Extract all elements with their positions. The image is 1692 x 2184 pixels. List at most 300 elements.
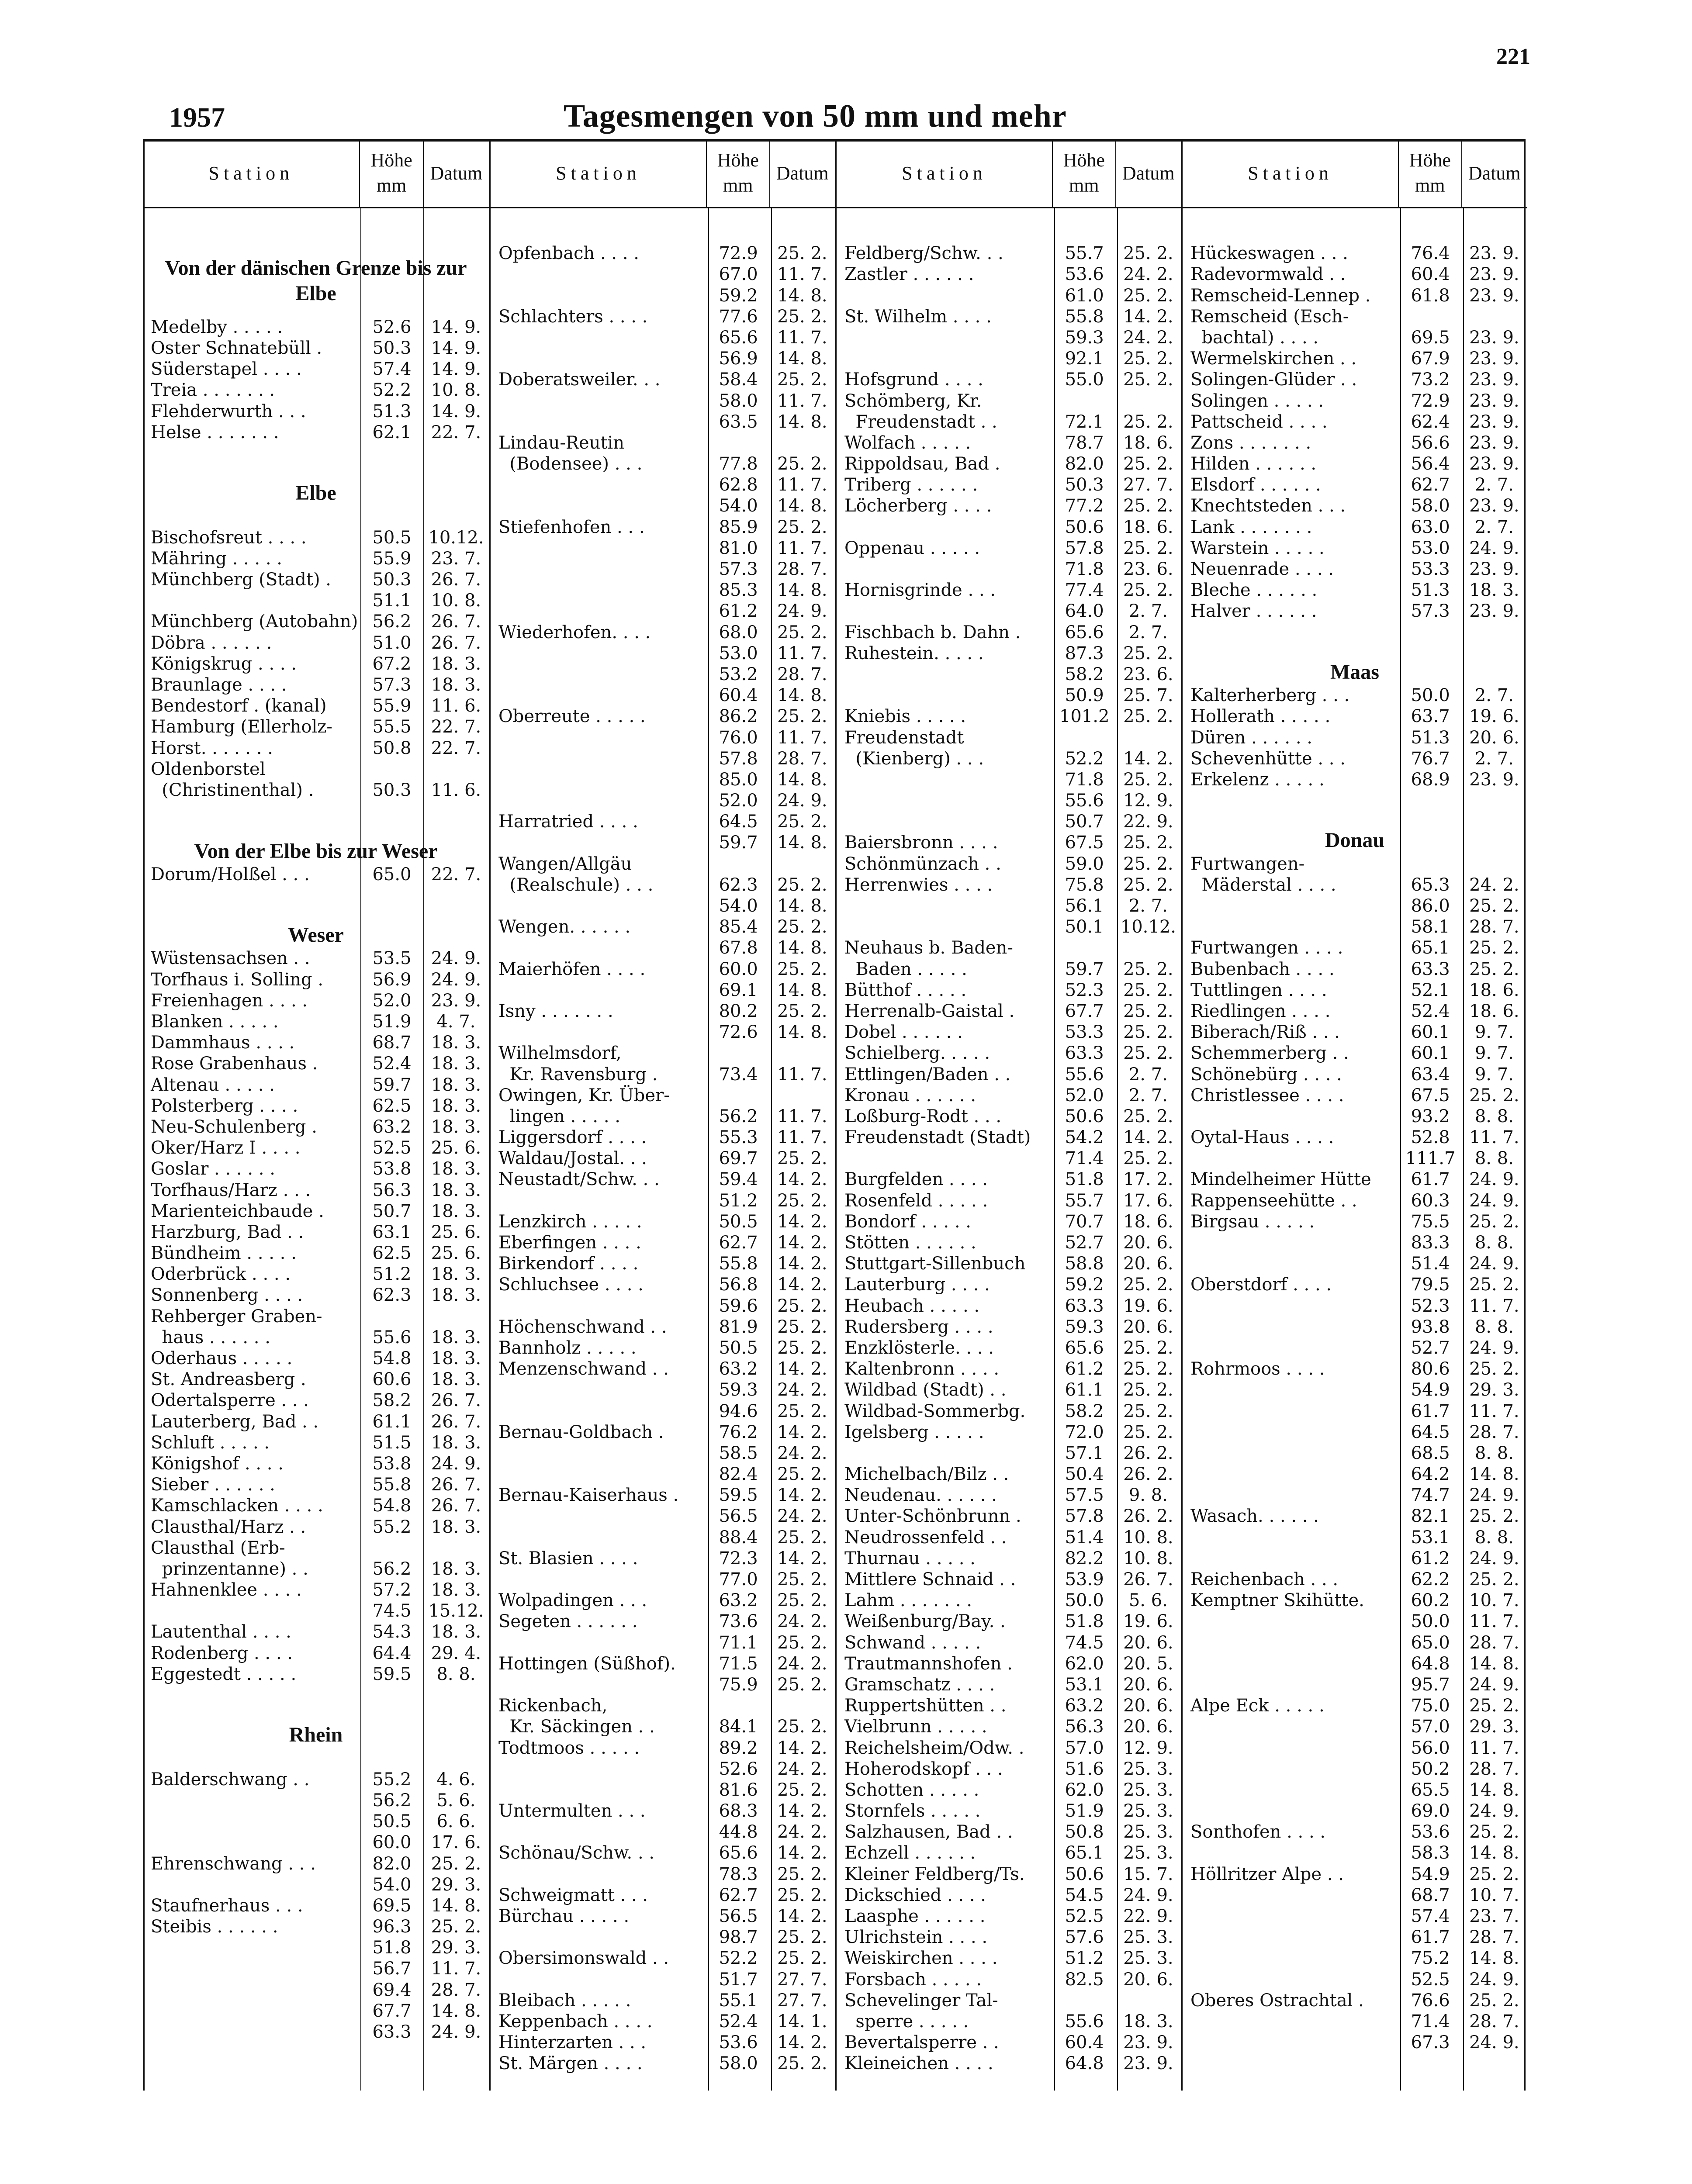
- date-value: 25. 2.: [777, 1674, 827, 1695]
- date-value: 29. 4.: [431, 1643, 481, 1663]
- table-row: [837, 685, 1181, 706]
- table-row: [837, 1674, 1181, 1695]
- table-row: [491, 1969, 835, 1990]
- table-row: [491, 1485, 835, 1506]
- precipitation-mm: 57.0: [1411, 1717, 1450, 1737]
- station-name: Neudrossenfeld . .: [844, 1527, 1007, 1548]
- station-name: Ettlingen/Baden . .: [844, 1064, 1011, 1085]
- row-spacer: [143, 443, 489, 464]
- precipitation-mm: 62.0: [1065, 1653, 1104, 1674]
- date-value: 22. 9.: [1123, 812, 1173, 832]
- date-value: 25. 2.: [1123, 1422, 1173, 1442]
- date-value: 14. 8.: [1469, 1948, 1519, 1969]
- precipitation-mm: 60.1: [1411, 1022, 1450, 1043]
- table-row: [491, 706, 835, 727]
- date-value: 14. 2.: [1123, 306, 1173, 327]
- row-spacer: [143, 801, 489, 822]
- table-row: [143, 1642, 489, 1663]
- table-row: [837, 1190, 1181, 1211]
- precipitation-mm: 50.0: [1065, 1590, 1104, 1611]
- precipitation-mm: 59.2: [1065, 1275, 1104, 1295]
- precipitation-mm: 50.7: [372, 1201, 412, 1221]
- table-row: [837, 432, 1181, 453]
- date-value: 18. 6.: [1123, 432, 1173, 453]
- date-value: 12. 9.: [1123, 1738, 1173, 1758]
- station-name: Ruhestein. . . . .: [844, 643, 984, 663]
- precipitation-mm: 53.6: [1065, 264, 1104, 285]
- precipitation-mm: 51.9: [1065, 1801, 1104, 1821]
- table-row: [837, 1358, 1181, 1379]
- precipitation-mm: 58.8: [1065, 1254, 1104, 1274]
- table-row: [143, 1222, 489, 1243]
- region-heading: Von der Elbe bis zur Weser: [194, 839, 438, 863]
- date-value: 11. 7.: [1469, 1738, 1519, 1758]
- date-value: 24. 2.: [777, 1653, 827, 1674]
- table-row: [143, 1327, 489, 1348]
- date-value: 25. 2.: [1123, 1380, 1173, 1400]
- precipitation-mm: 85.9: [719, 517, 758, 537]
- precipitation-mm: 52.5: [1065, 1906, 1104, 1926]
- date-value: 14. 8.: [777, 980, 827, 1000]
- station-name: Neuhaus b. Baden-: [844, 938, 1013, 958]
- precipitation-mm: 65.5: [1411, 1780, 1450, 1800]
- precipitation-mm: 75.5: [1411, 1211, 1450, 1232]
- table-row: [837, 980, 1181, 1001]
- station-name: Düren . . . . . .: [1190, 727, 1312, 748]
- station-name: Hamburg (Ellerholz-: [151, 717, 332, 737]
- date-value: 14. 9.: [431, 401, 481, 422]
- station-name: Schweigmatt . . .: [498, 1885, 648, 1905]
- station-name: Helse . . . . . . .: [151, 422, 279, 442]
- precipitation-mm: 53.0: [719, 643, 758, 663]
- date-value: 11. 7.: [431, 1959, 481, 1979]
- station-name: Dorum/Holßel . . .: [151, 864, 310, 885]
- table-row: [837, 790, 1181, 811]
- station-name: Schevenhütte . . .: [1190, 748, 1346, 769]
- precipitation-mm: 50.8: [1065, 1822, 1104, 1842]
- table-row: [1183, 285, 1527, 306]
- precipitation-mm: 55.1: [719, 1990, 758, 2011]
- precipitation-mm: 60.1: [1411, 1043, 1450, 1064]
- precipitation-mm: 111.7: [1405, 1148, 1456, 1169]
- station-name: Kalterherberg . . .: [1190, 685, 1350, 706]
- table-row: [837, 1211, 1181, 1232]
- table-row: [491, 1295, 835, 1316]
- precipitation-mm: 51.8: [1065, 1169, 1104, 1190]
- precipitation-mm: 56.8: [719, 1275, 758, 1295]
- precipitation-mm: 74.5: [372, 1601, 412, 1621]
- precipitation-mm: 62.7: [719, 1885, 758, 1905]
- precipitation-mm: 56.2: [372, 1559, 412, 1579]
- station-name: St. Wilhelm . . . .: [844, 306, 992, 327]
- station-name: Eberfingen . . . .: [498, 1233, 641, 1253]
- date-value: 25. 2.: [1123, 580, 1173, 601]
- table-row: [1183, 706, 1527, 727]
- station-name: (Kienberg) . . .: [844, 748, 984, 769]
- date-value: 11. 7.: [777, 390, 827, 411]
- precipitation-mm: 73.2: [1411, 370, 1450, 390]
- station-name: Löcherberg . . . .: [844, 496, 992, 516]
- table-row: [837, 1422, 1181, 1443]
- date-value: 14. 2.: [1123, 1127, 1173, 1148]
- table-row: [837, 1232, 1181, 1253]
- table-row: [143, 864, 489, 885]
- table-row: [491, 306, 835, 327]
- station-name: Neustadt/Schw. . .: [498, 1169, 660, 1190]
- date-value: 25. 2.: [1123, 538, 1173, 558]
- date-value: 25. 2.: [1123, 411, 1173, 432]
- table-row: [491, 2053, 835, 2074]
- table-row: [1183, 1422, 1527, 1443]
- date-value: 2. 7.: [1474, 685, 1514, 706]
- header-hoehe-label: Höhe: [1409, 149, 1451, 171]
- precipitation-mm: 64.5: [1411, 1422, 1450, 1442]
- precipitation-mm: 54.5: [1065, 1885, 1104, 1905]
- station-name: Horst. . . . . . .: [151, 738, 273, 758]
- precipitation-mm: 83.3: [1411, 1233, 1450, 1253]
- precipitation-mm: 78.7: [1065, 432, 1104, 453]
- station-name: Segeten . . . . . .: [498, 1611, 638, 1632]
- table-row: [1183, 348, 1527, 369]
- precipitation-mm: 63.1: [372, 1222, 412, 1242]
- table-row: [1183, 1800, 1527, 1821]
- date-value: 25. 2.: [777, 622, 827, 643]
- precipitation-mm: 58.5: [719, 1443, 758, 1463]
- date-value: 20. 6.: [1469, 727, 1519, 748]
- table-row: [143, 1137, 489, 1158]
- table-row: [1183, 1295, 1527, 1316]
- precipitation-mm: 56.2: [719, 1106, 758, 1127]
- table-row: [837, 1085, 1181, 1106]
- date-value: 26. 7.: [431, 632, 481, 653]
- precipitation-mm: 52.4: [1411, 1001, 1450, 1021]
- table-row: [491, 1085, 835, 1106]
- date-value: 11. 7.: [1469, 1611, 1519, 1632]
- precipitation-mm: 65.0: [1411, 1632, 1450, 1653]
- precipitation-mm: 55.9: [372, 696, 412, 716]
- date-value: 25. 2.: [777, 1527, 827, 1548]
- precipitation-mm: 56.5: [719, 1906, 758, 1926]
- date-value: 10. 8.: [1123, 1527, 1173, 1548]
- precipitation-mm: 50.5: [372, 527, 412, 548]
- date-value: 20. 6.: [1123, 1674, 1173, 1695]
- date-value: 18. 3.: [1469, 580, 1519, 601]
- date-value: 27. 7.: [777, 1969, 827, 1990]
- precipitation-mm: 61.8: [1411, 285, 1450, 306]
- station-name: sperre . . . . .: [844, 2011, 969, 2032]
- date-value: 25. 2.: [777, 1190, 827, 1211]
- table-row: [491, 1043, 835, 1064]
- date-value: 2. 7.: [1474, 748, 1514, 769]
- precipitation-mm: 82.2: [1065, 1548, 1104, 1569]
- table-row: [491, 1400, 835, 1421]
- precipitation-mm: 65.6: [1065, 622, 1104, 643]
- station-name: Schömberg, Kr.: [844, 390, 982, 411]
- date-value: 14. 8.: [777, 685, 827, 706]
- table-row: [1183, 1148, 1527, 1169]
- table-row: [143, 632, 489, 653]
- precipitation-mm: 52.6: [719, 1759, 758, 1779]
- date-value: 25. 2.: [777, 1569, 827, 1590]
- precipitation-mm: 56.2: [372, 612, 412, 632]
- table-row: [1183, 1990, 1527, 2011]
- date-value: 18. 3.: [1123, 2011, 1173, 2032]
- date-value: 25. 2.: [1469, 1569, 1519, 1590]
- table-row: [491, 1190, 835, 1211]
- date-value: 25. 6.: [431, 1243, 481, 1264]
- table-row: [143, 1937, 489, 1958]
- precipitation-mm: 50.6: [1065, 517, 1104, 537]
- table-row: [491, 1443, 835, 1464]
- table-row: [837, 1990, 1181, 2011]
- table-row: [837, 580, 1181, 601]
- date-value: 18. 3.: [431, 1075, 481, 1095]
- station-name: Owingen, Kr. Über-: [498, 1085, 670, 1106]
- precipitation-mm: 50.0: [1411, 685, 1450, 706]
- table-row: [837, 327, 1181, 348]
- precipitation-mm: 50.7: [1065, 812, 1104, 832]
- station-name: Hottingen (Süßhof).: [498, 1653, 676, 1674]
- table-row: [491, 1821, 835, 1842]
- precipitation-mm: 57.8: [719, 748, 758, 769]
- table-row: [1183, 1506, 1527, 1527]
- date-value: 2. 7.: [1128, 622, 1168, 643]
- date-value: 23. 9.: [1469, 327, 1519, 348]
- date-value: 9. 7.: [1474, 1022, 1514, 1043]
- station-name: Kniebis . . . . .: [844, 706, 966, 727]
- station-name: Trautmannshofen .: [844, 1653, 1013, 1674]
- table-row: [491, 411, 835, 432]
- precipitation-mm: 86.2: [719, 706, 758, 727]
- precipitation-mm: 58.0: [719, 2053, 758, 2074]
- precipitation-mm: 59.3: [719, 1380, 758, 1400]
- station-name: Clausthal/Harz . .: [151, 1517, 306, 1537]
- table-row: [837, 1885, 1181, 1906]
- precipitation-mm: 59.7: [372, 1075, 412, 1095]
- table-row: [143, 527, 489, 548]
- header-hoehe: [1052, 139, 1115, 207]
- precipitation-mm: 62.7: [719, 1233, 758, 1253]
- precipitation-mm: 59.4: [719, 1169, 758, 1190]
- date-value: 14. 9.: [431, 317, 481, 337]
- table-row: [1183, 1379, 1527, 1400]
- precipitation-mm: 51.0: [372, 632, 412, 653]
- precipitation-mm: 67.8: [719, 938, 758, 958]
- table-row: [491, 327, 835, 348]
- station-name: Pattscheid . . . .: [1190, 411, 1328, 432]
- station-name: Echzell . . . . . .: [844, 1843, 976, 1863]
- precipitation-mm: 51.7: [719, 1969, 758, 1990]
- table-row: [491, 243, 835, 264]
- table-row: [143, 569, 489, 590]
- precipitation-mm: 54.8: [372, 1496, 412, 1516]
- date-value: 28. 7.: [1469, 1927, 1519, 1948]
- precipitation-mm: 81.0: [719, 538, 758, 558]
- precipitation-mm: 70.7: [1065, 1211, 1104, 1232]
- table-row: [837, 601, 1181, 622]
- precipitation-mm: 62.0: [1065, 1780, 1104, 1800]
- date-value: 17. 6.: [431, 1832, 481, 1853]
- date-value: 24. 2.: [777, 1380, 827, 1400]
- precipitation-mm: 94.6: [719, 1401, 758, 1421]
- precipitation-mm: 65.6: [719, 327, 758, 348]
- precipitation-mm: 57.5: [1065, 1485, 1104, 1506]
- date-value: 23. 9.: [431, 990, 481, 1011]
- date-value: 18. 3.: [431, 1201, 481, 1221]
- date-value: 23. 9.: [1469, 370, 1519, 390]
- station-name: Höchenschwand . .: [498, 1317, 667, 1337]
- station-name: Sonnenberg . . . .: [151, 1285, 303, 1306]
- table-row: [491, 1863, 835, 1884]
- date-value: 24. 2.: [1123, 327, 1173, 348]
- table-row: [491, 1716, 835, 1737]
- station-name: Enzklösterle. . . .: [844, 1337, 994, 1358]
- table-row: [491, 1948, 835, 1969]
- date-value: 25. 2.: [1469, 1211, 1519, 1232]
- table-row: [837, 1906, 1181, 1927]
- table-row: [491, 1674, 835, 1695]
- station-name: Lauterburg . . . .: [844, 1275, 990, 1295]
- table-row: [1183, 916, 1527, 937]
- date-value: 11. 7.: [777, 643, 827, 663]
- date-value: 14. 8.: [1469, 1653, 1519, 1674]
- table-row: [1183, 874, 1527, 895]
- station-name: Harratried . . . .: [498, 812, 638, 832]
- precipitation-mm: 50.6: [1065, 1106, 1104, 1127]
- table-row: [1183, 1169, 1527, 1190]
- header-datum: Datum: [1461, 139, 1527, 207]
- table-row: [1183, 2032, 1527, 2053]
- table-row: [143, 1201, 489, 1222]
- date-value: 12. 9.: [1123, 791, 1173, 811]
- precipitation-mm: 59.7: [719, 833, 758, 853]
- date-value: 23. 9.: [1469, 285, 1519, 306]
- date-value: 25. 3.: [1123, 1801, 1173, 1821]
- station-name: Weiskirchen . . . .: [844, 1948, 998, 1969]
- table-row: [143, 1348, 489, 1369]
- precipitation-mm: 56.3: [1065, 1717, 1104, 1737]
- date-value: 8. 8.: [1474, 1443, 1514, 1463]
- precipitation-mm: 61.7: [1411, 1927, 1450, 1948]
- date-value: 14. 8.: [777, 938, 827, 958]
- date-value: 25. 6.: [431, 1138, 481, 1158]
- table-row: [143, 359, 489, 380]
- precipitation-mm: 50.3: [372, 570, 412, 590]
- table-row: [491, 495, 835, 516]
- station-name: Staufnerhaus . . .: [151, 1895, 303, 1916]
- table-row: [491, 285, 835, 306]
- station-name: Wangen/Allgäu: [498, 854, 632, 874]
- station-name: Feldberg/Schw. . .: [844, 243, 1003, 264]
- table-row: [491, 1148, 835, 1169]
- station-name: Mäderstal . . . .: [1190, 874, 1336, 895]
- table-row: [837, 1927, 1181, 1948]
- precipitation-mm: 52.5: [372, 1138, 412, 1158]
- date-value: 14. 9.: [431, 359, 481, 380]
- precipitation-mm: 54.9: [1411, 1380, 1450, 1400]
- table-row: [837, 1169, 1181, 1190]
- header-hoehe-unit: mm: [1415, 175, 1445, 196]
- precipitation-mm: 60.4: [1411, 264, 1450, 285]
- date-value: 10.12.: [428, 527, 484, 548]
- station-name: Biberach/Riß . . .: [1190, 1022, 1340, 1043]
- date-value: 25. 2.: [1123, 1275, 1173, 1295]
- precipitation-mm: 58.2: [1065, 664, 1104, 684]
- station-name: Bleche . . . . . .: [1190, 580, 1318, 601]
- date-value: 24. 9.: [1469, 1190, 1519, 1211]
- date-value: 10. 7.: [1469, 1590, 1519, 1611]
- region-heading: Rhein: [289, 1723, 343, 1747]
- date-value: 25. 3.: [1123, 1948, 1173, 1969]
- precipitation-mm: 73.6: [719, 1611, 758, 1632]
- date-value: 25. 3.: [1123, 1822, 1173, 1842]
- table-row: [491, 348, 835, 369]
- station-name: Halver . . . . . .: [1190, 601, 1317, 622]
- precipitation-mm: 51.1: [372, 591, 412, 611]
- table-row: [491, 937, 835, 958]
- table-row: [491, 1001, 835, 1022]
- date-value: 11. 7.: [777, 327, 827, 348]
- column-rule: [771, 207, 772, 2091]
- precipitation-mm: 77.2: [1065, 496, 1104, 516]
- precipitation-mm: 81.9: [719, 1317, 758, 1337]
- station-name: Salzhausen, Bad . .: [844, 1822, 1013, 1842]
- station-name: Heubach . . . . .: [844, 1296, 980, 1316]
- table-row: [837, 853, 1181, 874]
- date-value: 18. 6.: [1123, 1211, 1173, 1232]
- table-row: [837, 1043, 1181, 1064]
- table-row: [1183, 369, 1527, 390]
- date-value: 11. 6.: [431, 696, 481, 716]
- table-row: [143, 1264, 489, 1285]
- precipitation-mm: 55.2: [372, 1769, 412, 1790]
- date-value: 23. 9.: [1469, 390, 1519, 411]
- station-name: Schielberg. . . . .: [844, 1043, 990, 1064]
- table-row: [837, 2011, 1181, 2032]
- column-header: [1183, 139, 1527, 208]
- date-value: 23. 9.: [1469, 264, 1519, 285]
- precipitation-mm: 59.5: [372, 1664, 412, 1684]
- precipitation-mm: 55.8: [719, 1254, 758, 1274]
- date-value: 25. 2.: [777, 1401, 827, 1421]
- date-value: 28. 7.: [1469, 917, 1519, 937]
- table-row: [837, 1106, 1181, 1127]
- date-value: 29. 3.: [1469, 1717, 1519, 1737]
- date-value: 23. 9.: [1469, 411, 1519, 432]
- station-name: Ruppertshütten . .: [844, 1696, 1007, 1716]
- header-datum: Datum: [423, 139, 489, 207]
- column-rule: [1463, 207, 1464, 2091]
- table-row: [143, 1285, 489, 1306]
- precipitation-mm: 67.5: [1065, 833, 1104, 853]
- date-value: 14. 8.: [777, 896, 827, 916]
- row-spacer: [143, 1748, 489, 1769]
- station-name: Rehberger Graben-: [151, 1306, 322, 1327]
- date-value: 23. 9.: [1469, 349, 1519, 369]
- precipitation-mm: 76.6: [1411, 1990, 1450, 2011]
- station-name: Wasach. . . . . .: [1190, 1506, 1319, 1527]
- precipitation-mm: 61.0: [1065, 285, 1104, 306]
- station-name: Remscheid-Lennep .: [1190, 285, 1371, 306]
- table-row: [837, 243, 1181, 264]
- precipitation-mm: 76.7: [1411, 748, 1450, 769]
- date-value: 17. 2.: [1123, 1169, 1173, 1190]
- date-value: 25. 2.: [777, 1337, 827, 1358]
- date-value: 14. 2.: [777, 1211, 827, 1232]
- table-row: [837, 1548, 1181, 1569]
- precipitation-mm: 52.8: [1411, 1127, 1450, 1148]
- date-value: 18. 3.: [431, 1348, 481, 1369]
